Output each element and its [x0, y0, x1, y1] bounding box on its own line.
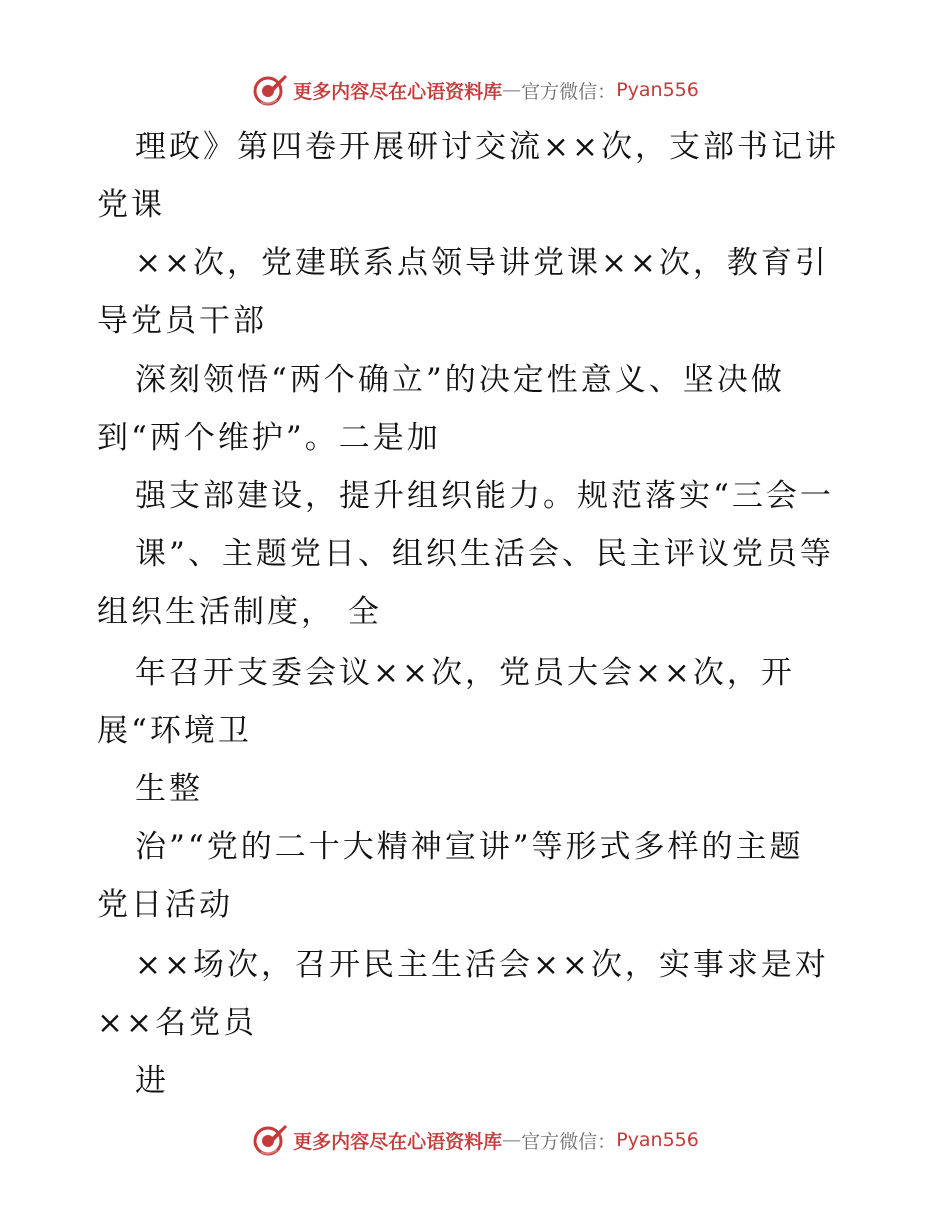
header-banner: [0, 70, 950, 110]
body-line: 年召开支委会议××次，党员大会××次，开: [135, 655, 795, 691]
banner-sub-text: 官方微信：: [521, 1130, 617, 1153]
body-line: 进: [135, 1063, 169, 1099]
banner-account: Pyan556: [616, 79, 699, 101]
body-line: 治”“党的二十大精神宣讲”等形式多样的主题: [135, 829, 804, 865]
brush-logo-icon: [251, 72, 289, 108]
body-line: 到“两个维护”。二是加: [97, 420, 441, 456]
banner-main-text: 更多内容尽在心语资料库: [293, 1130, 503, 1153]
banner-main-text: 更多内容尽在心语资料库: [293, 80, 503, 103]
body-line: ××名党员: [97, 1005, 257, 1041]
banner-sub-text: 官方微信：: [521, 80, 617, 103]
body-line: 组织生活制度， 全: [97, 594, 382, 630]
body-line: 党日活动: [97, 887, 233, 923]
body-line: 理政》第四卷开展研讨交流××次，支部书记讲: [135, 129, 839, 165]
banner-dash: —: [502, 1129, 522, 1151]
banner-dash: —: [502, 79, 522, 101]
footer-banner: [0, 1120, 950, 1160]
body-line: 生整: [135, 771, 203, 807]
body-line: 导党员干部: [97, 303, 267, 339]
body-line: 课”、主题党日、组织生活会、民主评议党员等: [135, 536, 834, 572]
brush-logo-icon: [251, 1122, 289, 1158]
body-line: 展“环境卫: [97, 713, 252, 749]
body-line: 深刻领悟“两个确立”的决定性意义、坚决做: [135, 362, 785, 398]
body-line: ××次，党建联系点领导讲党课××次，教育引: [135, 245, 829, 281]
body-line: 强支部建设，提升组织能力。规范落实“三会一: [135, 478, 834, 514]
body-line: 党课: [97, 187, 165, 223]
banner-account: Pyan556: [616, 1129, 699, 1151]
body-line: ××场次，召开民主生活会××次，实事求是对: [135, 947, 829, 983]
